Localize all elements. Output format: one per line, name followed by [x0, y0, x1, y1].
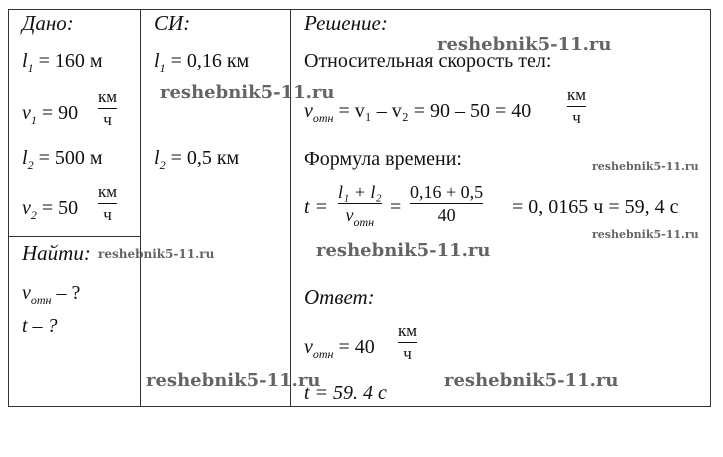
answer-v-rel-unit: км ч — [398, 321, 418, 363]
header-given: Дано: — [22, 11, 74, 35]
time-result: = 0, 0165 ч = 59, 4 с — [512, 196, 679, 218]
time-title: Формула времени: — [304, 148, 462, 170]
rel-speed-title: Относительная скорость тел: — [304, 50, 552, 72]
rel-speed-unit: км ч — [567, 85, 587, 127]
rel-speed-formula: $v_{отн} = v_1 - v_2 = 90 - 50 = 40$ — [304, 100, 532, 125]
row-divider-find — [8, 236, 140, 237]
header-si: СИ: — [154, 11, 191, 35]
answer-v-rel: $v_{отн} = 40$ — [304, 336, 375, 361]
find-t: t – ? — [22, 315, 58, 337]
watermark: reshebnik5-11.ru — [444, 370, 619, 391]
header-solution: Решение: — [304, 11, 388, 35]
answer-t: t = 59. 4 с — [304, 382, 387, 404]
si-l1: $l_1 = 0,16$ км — [154, 50, 250, 75]
watermark: reshebnik5-11.ru — [592, 160, 699, 173]
watermark: reshebnik5-11.ru — [592, 228, 699, 241]
time-fraction-numeric: 0,16 + 0,5 40 — [410, 182, 484, 225]
given-v2: $v_2 = 50$ — [22, 197, 79, 222]
header-answer: Ответ: — [304, 285, 375, 309]
given-v1: $v_1 = 90$ — [22, 102, 79, 127]
watermark: reshebnik5-11.ru — [146, 370, 321, 391]
si-l2: $l_2 = 0,5$ км — [154, 147, 240, 172]
time-eq: = — [390, 196, 402, 218]
watermark: reshebnik5-11.ru — [98, 247, 215, 261]
time-fraction-symbolic: l₁ + l₂ $v_{отн}$ — [338, 182, 382, 229]
time-lhs: t = — [304, 196, 329, 218]
given-v1-unit: км ч — [98, 87, 118, 129]
watermark: reshebnik5-11.ru — [316, 240, 491, 261]
given-l2: $l_2 = 500$ м — [22, 147, 103, 172]
column-divider-2 — [290, 9, 291, 407]
given-l1: $l_1 = 160$ м — [22, 50, 103, 75]
watermark: reshebnik5-11.ru — [437, 34, 612, 55]
header-find: Найти: — [22, 241, 91, 265]
find-v-rel: $v_{отн}$ – ? — [22, 282, 81, 307]
column-divider-1 — [140, 9, 141, 407]
given-v2-unit: км ч — [98, 182, 118, 224]
watermark: reshebnik5-11.ru — [160, 82, 335, 103]
